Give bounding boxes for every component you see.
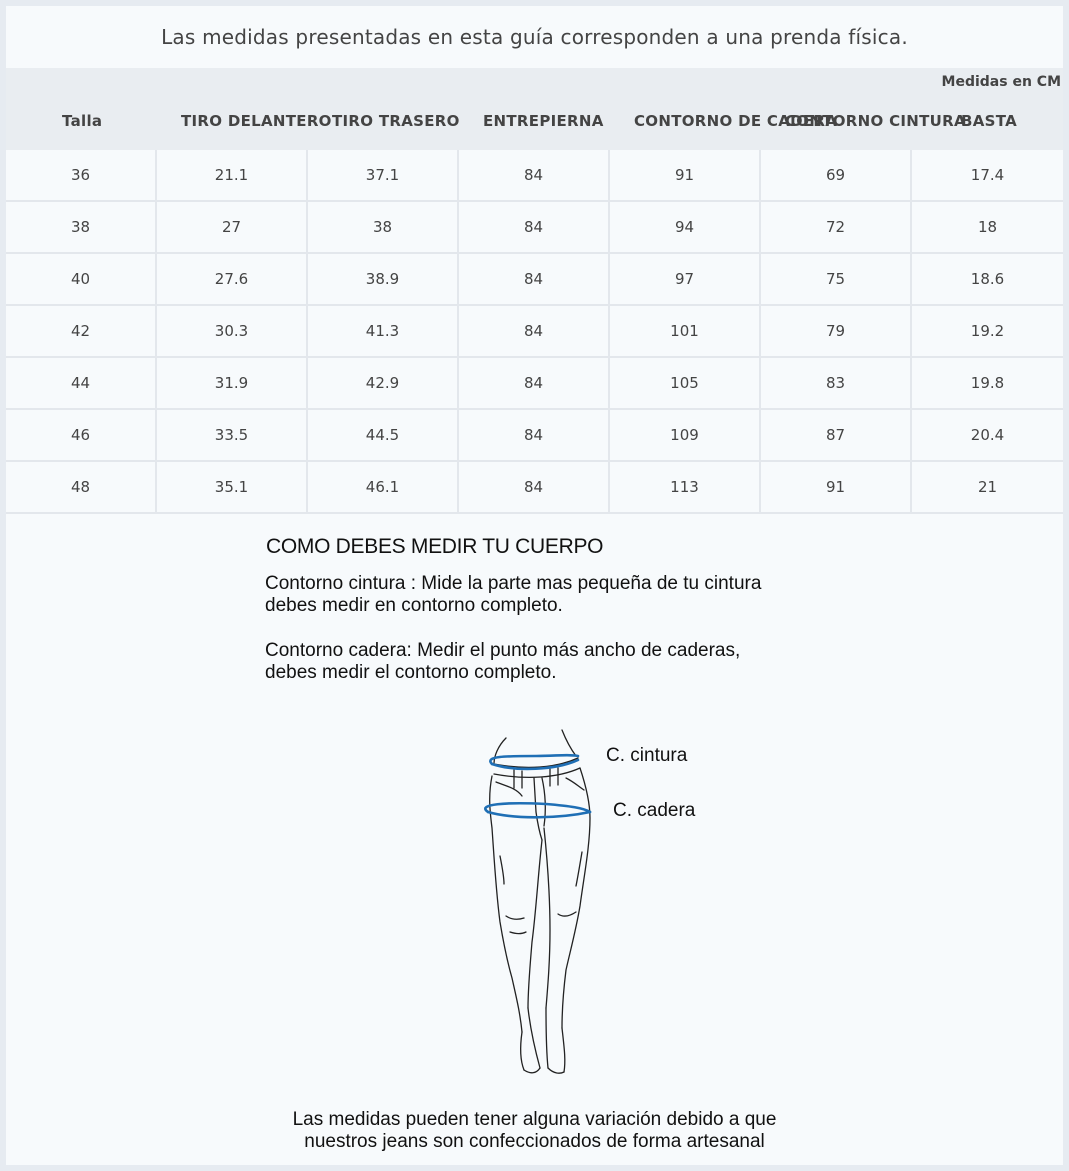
cell-contorno-cadera: 101 [610,306,761,356]
cell-entrepierna: 84 [459,254,610,304]
cell-contorno-cadera: 94 [610,202,761,252]
cell-basta: 20.4 [970,426,1005,444]
hip-instructions-line: Contorno cadera: Medir el punto más ancho de caderas, [265,640,741,661]
table-row [6,410,1063,462]
cell-entrepierna: 84 [459,358,610,408]
cell-contorno-cadera: 97 [610,254,761,304]
cell-tiro-trasero: 44.5 [308,410,459,460]
header-entrepierna: ENTREPIERNA [483,112,604,130]
waist-instructions-line: debes medir en contorno completo. [265,595,563,616]
cell-contorno-cintura: 79 [761,306,912,356]
jeans-drawing [466,716,726,1086]
cell-contorno-cintura: 75 [761,254,912,304]
cell-talla: 36 [6,150,157,200]
footer-line: Las medidas pueden tener alguna variación debido a que [292,1109,777,1130]
cell-entrepierna: 84 [459,202,610,252]
waist-instructions-line: Contorno cintura : Mide la parte mas pequeña de tu cintura [265,573,762,594]
footer-line: nuestros jeans son confeccionados de forma artesanal [304,1131,765,1152]
cell-basta: 21 [977,478,998,496]
cell-contorno-cadera: 109 [610,410,761,460]
cell-basta: 19.2 [970,322,1005,340]
cell-tiro-delantero: 35.1 [157,462,308,512]
jeans-illustration [466,716,726,1086]
cell-basta: 19.8 [970,374,1005,392]
cell-tiro-delantero: 27 [157,202,308,252]
hip-instructions [265,640,740,684]
cell-entrepierna: 84 [459,150,610,200]
cell-contorno-cintura: 83 [761,358,912,408]
cell-entrepierna: 84 [459,410,610,460]
cell-basta: 17.4 [970,166,1005,184]
guide-title: COMO DEBES MEDIR TU CUERPO [266,535,604,558]
waist-instructions [265,573,761,617]
cell-tiro-trasero: 38.9 [308,254,459,304]
cell-tiro-trasero: 38 [308,202,459,252]
cell-talla: 42 [6,306,157,356]
cell-tiro-trasero: 42.9 [308,358,459,408]
header-basta: BASTA [961,112,1018,130]
table-row [6,254,1063,306]
cell-tiro-trasero: 37.1 [308,150,459,200]
cell-tiro-delantero: 27.6 [157,254,308,304]
cell-talla: 44 [6,358,157,408]
cell-talla: 38 [6,202,157,252]
cell-basta: 18.6 [970,270,1005,288]
table-row [6,202,1063,254]
header-tiro-delantero: TIRO DELANTERO [181,112,332,130]
table-row [6,306,1063,358]
cell-tiro-delantero: 31.9 [157,358,308,408]
cell-tiro-delantero: 33.5 [157,410,308,460]
table-row [6,462,1063,514]
hip-instructions-line: debes medir el contorno completo. [265,662,557,683]
waist-label: C. cintura [606,745,688,766]
cell-tiro-trasero: 46.1 [308,462,459,512]
cell-contorno-cadera: 113 [610,462,761,512]
size-guide-card [6,6,1063,1165]
cell-entrepierna: 84 [459,306,610,356]
cell-tiro-trasero: 41.3 [308,306,459,356]
cell-basta: 18 [977,218,998,236]
table-row [6,150,1063,202]
table-header [6,68,1063,150]
header-contorno-cintura: CONTORNO CINTURA [785,112,966,130]
header-tiro-trasero: TIRO TRASERO [332,112,460,130]
cell-tiro-delantero: 21.1 [157,150,308,200]
cell-contorno-cintura: 69 [761,150,912,200]
table-row [6,358,1063,410]
cell-talla: 40 [6,254,157,304]
cell-talla: 46 [6,410,157,460]
cell-tiro-delantero: 30.3 [157,306,308,356]
cell-contorno-cadera: 91 [610,150,761,200]
header-contorno-cadera: CONTORNO DE CADERA [634,112,838,130]
unit-label: Medidas en CM [941,74,1061,90]
footer-note [6,1109,1063,1153]
table-body [6,150,1063,514]
cell-contorno-cadera: 105 [610,358,761,408]
cell-contorno-cintura: 87 [761,410,912,460]
cell-entrepierna: 84 [459,462,610,512]
header-talla: Talla [62,112,103,130]
cell-talla: 48 [6,462,157,512]
cell-contorno-cintura: 72 [761,202,912,252]
cell-contorno-cintura: 91 [761,462,912,512]
intro-text: Las medidas presentadas en esta guía corresponden a una prenda física. [161,25,908,49]
hip-label: C. cadera [613,800,696,821]
